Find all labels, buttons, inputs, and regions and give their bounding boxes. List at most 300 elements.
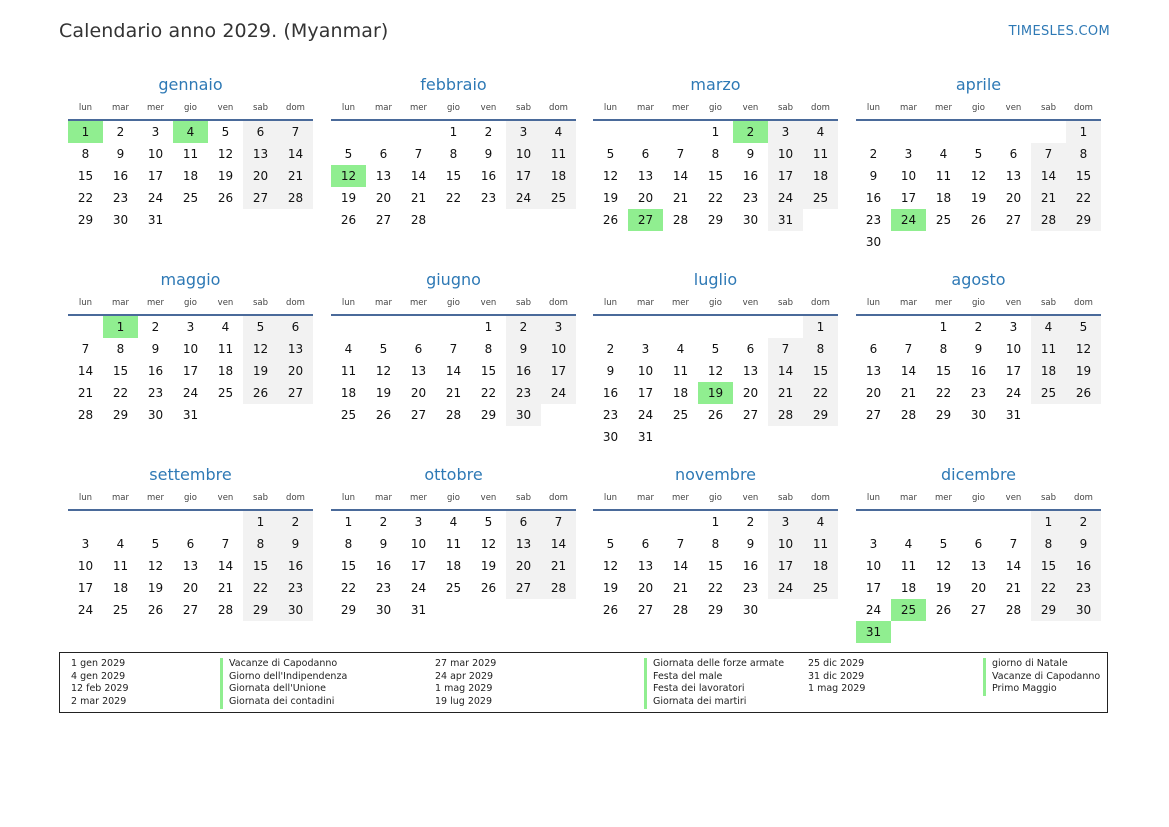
weekday-label: mar bbox=[375, 103, 392, 113]
day-cell: 25 bbox=[541, 187, 576, 209]
weekday-label: sab bbox=[515, 103, 532, 113]
day-cell: 17 bbox=[182, 363, 199, 378]
day-cell: 22 bbox=[803, 382, 838, 404]
weekday-label: gio bbox=[447, 298, 460, 308]
day-cell: 18 bbox=[672, 385, 689, 400]
day-cell: 30 bbox=[147, 407, 164, 422]
day-cell: 6 bbox=[746, 341, 755, 356]
day-cell: 22 bbox=[77, 190, 94, 205]
weekday-label: gio bbox=[184, 493, 197, 503]
holiday-date: 4 gen 2029 bbox=[71, 670, 126, 682]
day-cell: 16 bbox=[147, 363, 164, 378]
day-cell: 9 bbox=[746, 146, 755, 161]
weekday-label: dom bbox=[1074, 298, 1093, 308]
day-cell: 31 bbox=[1005, 407, 1022, 422]
weekday-label: mar bbox=[637, 103, 654, 113]
day-cell: 11 bbox=[803, 533, 838, 555]
weekday-label: ven bbox=[742, 493, 759, 503]
day-cell: 16 bbox=[742, 558, 759, 573]
day-cell: 18 bbox=[112, 580, 129, 595]
weekday-label: lun bbox=[341, 493, 356, 503]
day-cell: 29 bbox=[1031, 599, 1066, 621]
day-cell: 27 bbox=[742, 407, 759, 422]
weekday-label: mar bbox=[112, 103, 129, 113]
day-cell: 26 bbox=[970, 212, 987, 227]
holiday-name: Festa dei lavoratori bbox=[644, 683, 784, 696]
day-cell: 30 bbox=[970, 407, 987, 422]
day-cell: 20 bbox=[742, 385, 759, 400]
day-cell: 27 bbox=[243, 187, 278, 209]
day-cell: 2 bbox=[746, 515, 755, 529]
day-cell: 13 bbox=[970, 558, 987, 573]
day-cell: 15 bbox=[803, 360, 838, 382]
weekday-label: ven bbox=[480, 298, 497, 308]
weekday-header bbox=[68, 103, 313, 117]
day-cell: 11 bbox=[672, 363, 689, 378]
day-cell: 13 bbox=[637, 168, 654, 183]
holiday-name: giorno di Natale bbox=[983, 658, 1100, 671]
weekday-label: gio bbox=[447, 493, 460, 503]
holiday-name: Giornata dell'Unione bbox=[220, 683, 347, 696]
day-cell: 8 bbox=[711, 536, 720, 551]
weekday-label: mer bbox=[146, 493, 164, 503]
day-cell: 27 bbox=[182, 602, 199, 617]
day-cell: 19 bbox=[602, 190, 619, 205]
month-agosto bbox=[856, 270, 1101, 456]
day-cell: 16 bbox=[278, 555, 313, 577]
day-cell: 27 bbox=[375, 212, 392, 227]
weekday-label: gio bbox=[447, 103, 460, 113]
day-cell: 11 bbox=[541, 143, 576, 165]
weekday-label: mar bbox=[375, 493, 392, 503]
day-cell: 11 bbox=[217, 341, 234, 356]
day-cell: 20 bbox=[243, 165, 278, 187]
day-cell: 16 bbox=[506, 360, 541, 382]
holiday-day: 12 bbox=[331, 165, 366, 187]
weekday-label: ven bbox=[480, 493, 497, 503]
day-cell: 14 bbox=[445, 363, 462, 378]
day-cell: 7 bbox=[221, 536, 230, 551]
month-novembre bbox=[593, 465, 838, 651]
day-cell: 6 bbox=[506, 511, 541, 533]
day-cell: 3 bbox=[414, 515, 423, 529]
day-cell: 2 bbox=[1066, 511, 1101, 533]
day-cell: 30 bbox=[602, 429, 619, 444]
day-cell: 30 bbox=[506, 404, 541, 426]
day-cell: 9 bbox=[606, 363, 615, 378]
day-cell: 1 bbox=[711, 125, 720, 139]
month-febbraio bbox=[331, 75, 576, 261]
weekday-label: dom bbox=[549, 103, 568, 113]
day-cell: 19 bbox=[935, 580, 952, 595]
weekday-header bbox=[856, 493, 1101, 507]
weekday-label: dom bbox=[811, 493, 830, 503]
day-cell: 14 bbox=[410, 168, 427, 183]
day-cell: 18 bbox=[803, 555, 838, 577]
day-cell: 23 bbox=[278, 577, 313, 599]
weekday-label: dom bbox=[549, 493, 568, 503]
month-ottobre bbox=[331, 465, 576, 651]
day-cell: 26 bbox=[147, 602, 164, 617]
day-cell: 10 bbox=[1005, 341, 1022, 356]
day-cell: 11 bbox=[900, 558, 917, 573]
holiday-day: 24 bbox=[891, 209, 926, 231]
day-cell: 21 bbox=[672, 580, 689, 595]
day-cell: 24 bbox=[182, 385, 199, 400]
weekday-label: sab bbox=[515, 298, 532, 308]
day-cell: 8 bbox=[711, 146, 720, 161]
day-cell: 13 bbox=[410, 363, 427, 378]
weekday-label: mar bbox=[112, 493, 129, 503]
day-cell: 18 bbox=[217, 363, 234, 378]
month-name: agosto bbox=[951, 270, 1006, 289]
day-cell: 10 bbox=[900, 168, 917, 183]
day-cell: 13 bbox=[865, 363, 882, 378]
month-name: gennaio bbox=[158, 75, 223, 94]
day-cell: 18 bbox=[900, 580, 917, 595]
day-cell: 30 bbox=[375, 602, 392, 617]
weekday-header bbox=[331, 103, 576, 117]
weekday-label: lun bbox=[866, 103, 881, 113]
day-cell: 26 bbox=[602, 602, 619, 617]
day-cell: 15 bbox=[77, 168, 94, 183]
day-cell: 1 bbox=[1031, 511, 1066, 533]
day-cell: 23 bbox=[112, 190, 129, 205]
day-cell: 15 bbox=[112, 363, 129, 378]
weekday-label: dom bbox=[549, 298, 568, 308]
day-cell: 25 bbox=[112, 602, 129, 617]
weekday-label: mer bbox=[409, 298, 427, 308]
day-cell: 11 bbox=[112, 558, 129, 573]
day-cell: 20 bbox=[375, 190, 392, 205]
day-cell: 19 bbox=[147, 580, 164, 595]
weekday-label: dom bbox=[286, 493, 305, 503]
day-cell: 7 bbox=[81, 341, 90, 356]
day-cell: 26 bbox=[480, 580, 497, 595]
weekday-header bbox=[331, 493, 576, 507]
month-name: ottobre bbox=[424, 465, 483, 484]
day-cell: 28 bbox=[768, 404, 803, 426]
day-cell: 6 bbox=[641, 536, 650, 551]
month-name: aprile bbox=[955, 75, 1002, 94]
day-cell: 3 bbox=[869, 536, 878, 551]
day-cell: 13 bbox=[637, 558, 654, 573]
weekday-label: gio bbox=[972, 298, 985, 308]
day-cell: 22 bbox=[935, 385, 952, 400]
weekday-header bbox=[593, 298, 838, 312]
weekday-label: mer bbox=[671, 493, 689, 503]
day-cell: 4 bbox=[803, 121, 838, 143]
day-cell: 12 bbox=[1066, 338, 1101, 360]
day-cell: 2 bbox=[606, 341, 615, 356]
day-cell: 25 bbox=[182, 190, 199, 205]
holiday-day: 4 bbox=[173, 121, 208, 143]
day-cell: 1 bbox=[243, 511, 278, 533]
day-cell: 9 bbox=[1066, 533, 1101, 555]
weekday-label: dom bbox=[286, 103, 305, 113]
day-cell: 7 bbox=[904, 341, 913, 356]
day-cell: 12 bbox=[707, 363, 724, 378]
day-cell: 14 bbox=[768, 360, 803, 382]
day-cell: 18 bbox=[445, 558, 462, 573]
day-cell: 31 bbox=[410, 602, 427, 617]
day-cell: 10 bbox=[768, 143, 803, 165]
day-cell: 28 bbox=[672, 602, 689, 617]
day-cell: 29 bbox=[803, 404, 838, 426]
day-cell: 10 bbox=[541, 338, 576, 360]
day-cell: 30 bbox=[278, 599, 313, 621]
day-cell: 28 bbox=[445, 407, 462, 422]
day-cell: 20 bbox=[182, 580, 199, 595]
day-cell: 14 bbox=[541, 533, 576, 555]
weekday-label: lun bbox=[78, 493, 93, 503]
day-cell: 1 bbox=[939, 320, 948, 334]
day-cell: 23 bbox=[865, 212, 882, 227]
day-cell: 28 bbox=[672, 212, 689, 227]
day-cell: 4 bbox=[939, 146, 948, 161]
day-cell: 21 bbox=[77, 385, 94, 400]
weekday-label: sab bbox=[252, 298, 269, 308]
day-cell: 28 bbox=[1031, 209, 1066, 231]
weekday-header bbox=[331, 298, 576, 312]
weekday-label: gio bbox=[972, 493, 985, 503]
day-cell: 17 bbox=[77, 580, 94, 595]
day-cell: 24 bbox=[541, 382, 576, 404]
weekday-header bbox=[856, 298, 1101, 312]
day-cell: 5 bbox=[151, 536, 160, 551]
day-cell: 7 bbox=[278, 121, 313, 143]
day-cell: 9 bbox=[869, 168, 878, 183]
day-cell: 30 bbox=[865, 234, 882, 249]
day-cell: 24 bbox=[637, 407, 654, 422]
day-cell: 17 bbox=[147, 168, 164, 183]
day-cell: 17 bbox=[1005, 363, 1022, 378]
weekday-header bbox=[68, 298, 313, 312]
day-cell: 13 bbox=[506, 533, 541, 555]
weekday-label: lun bbox=[866, 493, 881, 503]
weekday-label: mer bbox=[671, 103, 689, 113]
day-cell: 3 bbox=[186, 320, 195, 334]
month-name: novembre bbox=[674, 465, 757, 484]
day-cell: 20 bbox=[278, 360, 313, 382]
weekday-label: lun bbox=[603, 103, 618, 113]
day-cell: 5 bbox=[344, 146, 353, 161]
legend-dates-col bbox=[435, 658, 496, 709]
weekday-label: lun bbox=[78, 298, 93, 308]
day-cell: 4 bbox=[116, 536, 125, 551]
day-cell: 10 bbox=[768, 533, 803, 555]
day-cell: 9 bbox=[746, 536, 755, 551]
day-cell: 17 bbox=[541, 360, 576, 382]
weekday-label: mer bbox=[934, 298, 952, 308]
day-cell: 26 bbox=[1066, 382, 1101, 404]
day-cell: 25 bbox=[1031, 382, 1066, 404]
month-dicembre bbox=[856, 465, 1101, 651]
day-cell: 23 bbox=[506, 382, 541, 404]
day-cell: 25 bbox=[803, 187, 838, 209]
day-cell: 26 bbox=[602, 212, 619, 227]
day-cell: 29 bbox=[112, 407, 129, 422]
day-cell: 21 bbox=[278, 165, 313, 187]
weekday-label: ven bbox=[217, 298, 234, 308]
day-cell: 21 bbox=[410, 190, 427, 205]
day-cell: 4 bbox=[221, 320, 230, 334]
day-cell: 31 bbox=[182, 407, 199, 422]
day-cell: 2 bbox=[151, 320, 160, 334]
day-cell: 12 bbox=[375, 363, 392, 378]
day-cell: 11 bbox=[182, 146, 199, 161]
day-cell: 11 bbox=[935, 168, 952, 183]
weekday-label: dom bbox=[1074, 103, 1093, 113]
weekday-label: ven bbox=[480, 103, 497, 113]
day-cell: 9 bbox=[974, 341, 983, 356]
day-cell: 4 bbox=[541, 121, 576, 143]
day-cell: 1 bbox=[484, 320, 493, 334]
weekday-label: mar bbox=[112, 298, 129, 308]
weekday-label: sab bbox=[777, 298, 794, 308]
holiday-day: 19 bbox=[698, 382, 733, 404]
day-cell: 13 bbox=[182, 558, 199, 573]
day-cell: 2 bbox=[484, 125, 493, 139]
day-cell: 27 bbox=[865, 407, 882, 422]
day-cell: 17 bbox=[768, 555, 803, 577]
weekday-label: mer bbox=[146, 103, 164, 113]
day-cell: 1 bbox=[449, 125, 458, 139]
weekday-label: dom bbox=[811, 298, 830, 308]
weekday-label: dom bbox=[1074, 493, 1093, 503]
day-cell: 13 bbox=[1005, 168, 1022, 183]
day-cell: 1 bbox=[1066, 121, 1101, 143]
day-cell: 12 bbox=[970, 168, 987, 183]
day-cell: 8 bbox=[1031, 533, 1066, 555]
day-cell: 11 bbox=[803, 143, 838, 165]
day-cell: 19 bbox=[340, 190, 357, 205]
day-cell: 8 bbox=[116, 341, 125, 356]
holiday-day: 1 bbox=[103, 316, 138, 338]
day-cell: 4 bbox=[449, 515, 458, 529]
day-cell: 5 bbox=[974, 146, 983, 161]
day-cell: 5 bbox=[939, 536, 948, 551]
weekday-label: gio bbox=[709, 298, 722, 308]
day-cell: 31 bbox=[637, 429, 654, 444]
day-cell: 2 bbox=[869, 146, 878, 161]
day-cell: 17 bbox=[900, 190, 917, 205]
day-cell: 9 bbox=[506, 338, 541, 360]
day-cell: 8 bbox=[1066, 143, 1101, 165]
day-cell: 3 bbox=[1009, 320, 1018, 334]
day-cell: 6 bbox=[278, 316, 313, 338]
day-cell: 21 bbox=[445, 385, 462, 400]
day-cell: 12 bbox=[602, 558, 619, 573]
holiday-day: 31 bbox=[856, 621, 891, 643]
weekday-header bbox=[593, 103, 838, 117]
day-cell: 29 bbox=[340, 602, 357, 617]
weekday-label: mer bbox=[409, 493, 427, 503]
day-cell: 27 bbox=[506, 577, 541, 599]
day-cell: 8 bbox=[939, 341, 948, 356]
day-cell: 21 bbox=[900, 385, 917, 400]
day-cell: 5 bbox=[379, 341, 388, 356]
day-cell: 20 bbox=[637, 580, 654, 595]
day-cell: 25 bbox=[340, 407, 357, 422]
day-cell: 27 bbox=[278, 382, 313, 404]
weekday-label: lun bbox=[603, 493, 618, 503]
site-link[interactable]: TIMESLES.COM bbox=[1008, 24, 1110, 39]
day-cell: 30 bbox=[1066, 599, 1101, 621]
day-cell: 5 bbox=[606, 536, 615, 551]
day-cell: 9 bbox=[151, 341, 160, 356]
day-cell: 11 bbox=[445, 536, 462, 551]
day-cell: 21 bbox=[541, 555, 576, 577]
day-cell: 3 bbox=[641, 341, 650, 356]
holiday-legend bbox=[59, 652, 1108, 713]
day-cell: 10 bbox=[637, 363, 654, 378]
day-cell: 14 bbox=[1005, 558, 1022, 573]
day-cell: 29 bbox=[1066, 209, 1101, 231]
holiday-day: 25 bbox=[891, 599, 926, 621]
holiday-date: 1 mag 2029 bbox=[435, 683, 493, 695]
day-cell: 4 bbox=[1031, 316, 1066, 338]
weekday-label: mer bbox=[409, 103, 427, 113]
day-cell: 20 bbox=[506, 555, 541, 577]
day-cell: 19 bbox=[602, 580, 619, 595]
day-cell: 22 bbox=[1066, 187, 1101, 209]
day-cell: 28 bbox=[900, 407, 917, 422]
holiday-day: 1 bbox=[68, 121, 103, 143]
day-cell: 7 bbox=[676, 536, 685, 551]
day-cell: 1 bbox=[711, 515, 720, 529]
day-cell: 10 bbox=[182, 341, 199, 356]
day-cell: 6 bbox=[641, 146, 650, 161]
day-cell: 20 bbox=[1005, 190, 1022, 205]
day-cell: 17 bbox=[865, 580, 882, 595]
weekday-label: ven bbox=[742, 103, 759, 113]
day-cell: 14 bbox=[672, 168, 689, 183]
weekday-label: sab bbox=[515, 493, 532, 503]
day-cell: 13 bbox=[375, 168, 392, 183]
day-cell: 20 bbox=[865, 385, 882, 400]
day-cell: 8 bbox=[484, 341, 493, 356]
holiday-name: Giornata delle forze armate bbox=[644, 658, 784, 671]
legend-dates-col bbox=[808, 658, 865, 696]
weekday-label: gio bbox=[709, 103, 722, 113]
day-cell: 30 bbox=[112, 212, 129, 227]
day-cell: 7 bbox=[1009, 536, 1018, 551]
day-cell: 13 bbox=[278, 338, 313, 360]
weekday-label: gio bbox=[972, 103, 985, 113]
weekday-label: ven bbox=[217, 493, 234, 503]
day-cell: 18 bbox=[340, 385, 357, 400]
weekday-label: mar bbox=[637, 493, 654, 503]
day-cell: 5 bbox=[606, 146, 615, 161]
day-cell: 16 bbox=[375, 558, 392, 573]
day-cell: 19 bbox=[1066, 360, 1101, 382]
day-cell: 27 bbox=[970, 602, 987, 617]
day-cell: 2 bbox=[278, 511, 313, 533]
day-cell: 20 bbox=[637, 190, 654, 205]
day-cell: 23 bbox=[480, 190, 497, 205]
holiday-name: Giorno dell'Indipendenza bbox=[220, 671, 347, 684]
month-aprile bbox=[856, 75, 1101, 261]
day-cell: 15 bbox=[340, 558, 357, 573]
day-cell: 25 bbox=[672, 407, 689, 422]
day-cell: 23 bbox=[375, 580, 392, 595]
day-cell: 13 bbox=[243, 143, 278, 165]
day-cell: 21 bbox=[1005, 580, 1022, 595]
day-cell: 29 bbox=[935, 407, 952, 422]
day-cell: 1 bbox=[803, 316, 838, 338]
month-name: febbraio bbox=[420, 75, 487, 94]
